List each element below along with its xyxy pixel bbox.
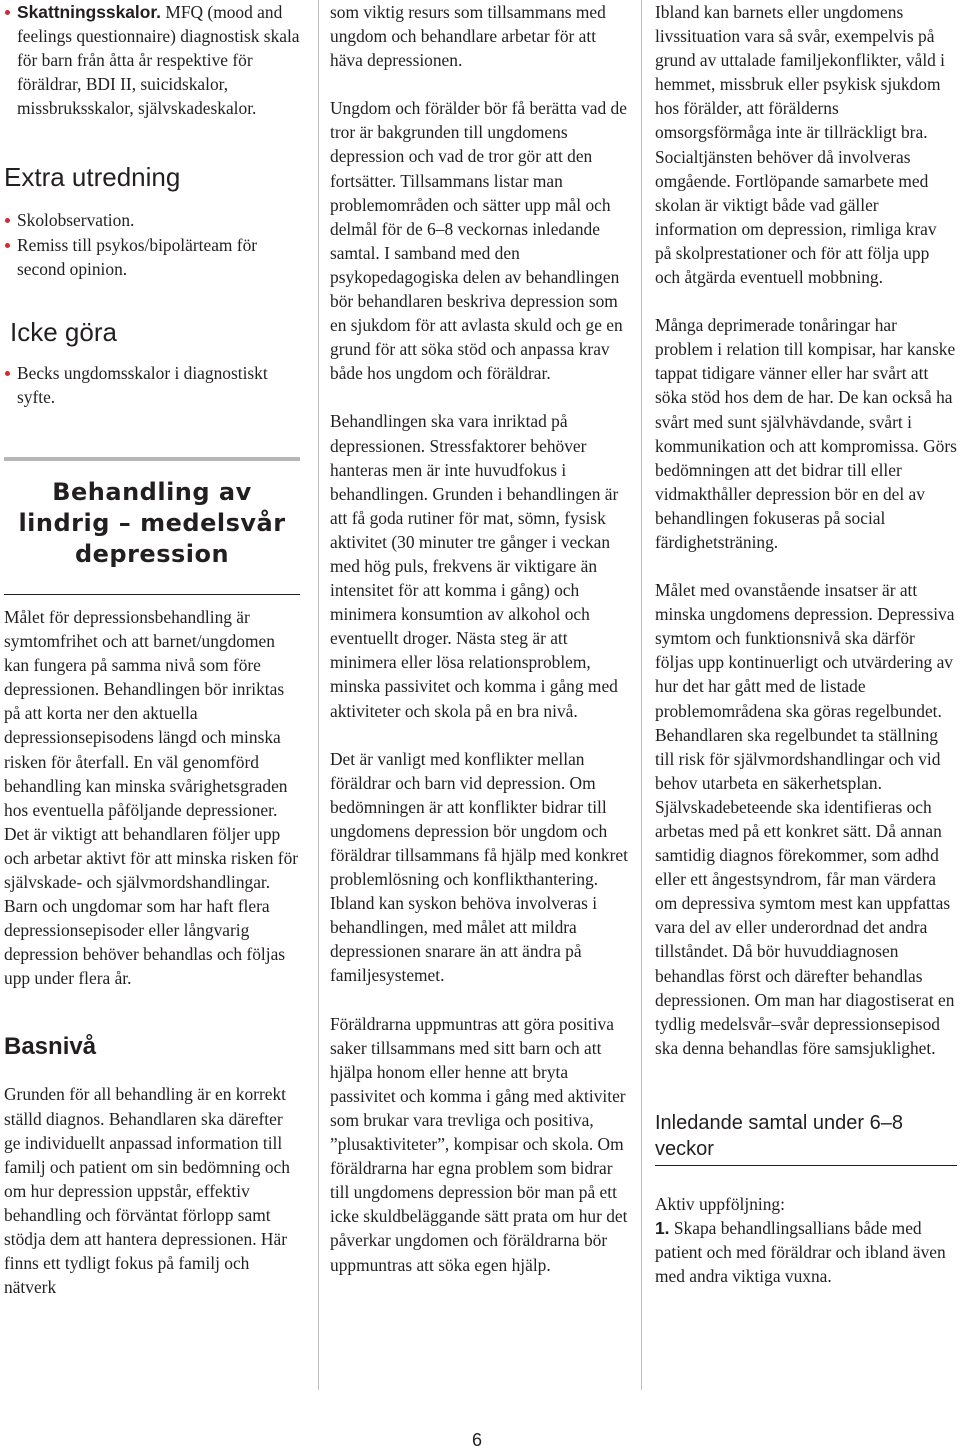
box-top-rule	[4, 457, 300, 461]
box-bottom-rule	[4, 594, 300, 595]
list-item-label: Skattningsskalor.	[17, 2, 162, 22]
column-3	[655, 0, 957, 1288]
section-heading-basniva: Basnivå	[4, 1033, 97, 1061]
column-divider	[318, 0, 319, 1390]
paragraph: Många deprimerade tonåringar har problem i relation till kompisar, har kanske tappat tidigare vänner eller har svårt att söka stöd hos dem de har. De kan också ha svårt med sunt självhävdande, svårt i kommunikation och att kompromissa. Görs bedömningen att det bidrar till eller vidmakthåller depression bör en del av behandlingen fokuseras på social färdighetsträning.	[655, 315, 957, 552]
box-heading: Behandling av lindrig – medelsvår depression	[18, 477, 286, 568]
column-divider	[641, 0, 642, 1390]
paragraph: Ibland kan barnets eller ungdomens livssituation vara så svår, exempelvis på grund av uttalade familjekonflikter, våld i hemmet, missbruk eller psykisk sjukdom hos förälder, att förälderns omsorgsförmåga inte är tillräckligt bra. Socialtjänsten behöver då involveras omgående. Fortlöpande samarbete med skolan är viktigt både vad gäller information om depression, rimliga krav på skolprestationer och för att följa upp och åtgärda eventuell mobbning.	[655, 2, 946, 288]
page-number: 6	[472, 1430, 483, 1450]
paragraph: som viktig resurs som tillsammans med ungdom och behandlare arbetar för att häva depressionen.	[330, 2, 606, 71]
paragraph: Det är vanligt med konflikter mellan föräldrar och barn vid depression. Om bedömningen är att konflikter bidrar till ungdomens depression bör ungdom och föräldrar tillsammans få hjälp med konkret problemlösning och konflikthantering. Ibland kan syskon behöva involveras i behandlingen, med målet att mildra depressionen snarare än att ändra på familjesystemet.	[330, 748, 628, 986]
list-item: Remiss till psykos/bipolärteam för second opinion.	[4, 233, 300, 281]
scale-list	[4, 0, 300, 120]
section-heading-icke: Icke göra	[10, 316, 117, 347]
section-heading-extra: Extra utredning	[4, 162, 181, 193]
list-item	[4, 0, 300, 120]
icke-list	[4, 361, 300, 409]
extra-list	[4, 208, 300, 280]
basniva-paragraph: Grunden för all behandling är en korrekt ställd diagnos. Behandlaren ska därefter ge individuellt anpassad information till familj och patient om sin bedömning och om hur depression uppstår, effektiv behandling och förväntat förlopp samt stödja dem att hantera depressionen. Här finns ett tydligt fokus på familj och nätverk	[4, 1084, 290, 1298]
list-item: Skolobservation.	[4, 208, 300, 232]
subsection-heading: Inledande samtal under 6–8 veckor	[655, 1110, 957, 1166]
aktiv-label: Aktiv uppföljning:	[655, 1193, 785, 1214]
item-text: Skapa behandlingsallians både med patient och med föräldrar och ibland även med andra viktiga vuxna.	[655, 1218, 946, 1287]
paragraph: Behandlingen ska vara inriktad på depressionen. Stressfaktorer behöver hanteras men är inte huvudfokus i behandlingen. Grunden i behandlingen är att få goda rutiner för mat, sömn, fysisk aktivitet (30 minuter tre gånger i veckan med hög puls, frekvens är viktigare än intensitet för att komma i gång) och minimera konsumtion av alkohol och eventuellt droger. Nästa steg är att minimera eller lösa relationsproblem, minska passivitet och komma i gång med aktiviteter och skola på en bra nivå.	[330, 411, 619, 721]
item-number: 1.	[655, 1218, 670, 1239]
box-paragraph: Målet för depressionsbehandling är symtomfrihet och att barnet/ungdomen kan fungera på samma nivå som före depressionen. Behandlingen bör inriktas på att korta ner den aktuella depressionsepisodens längd och minska risken för återfall. En väl genomförd behandling kan minska svårighetsgraden hos eventuella påföljande depressioner. Det är viktigt att behandlaren följer upp och arbetar aktivt för att minska risken för självskade- och självmordshandlingar. Barn och ungdomar som har haft flera depressionsepisoder eller långvarig depression behöver behandlas och följas upp under flera år.	[4, 606, 299, 989]
column-1	[4, 0, 300, 1299]
column-2	[330, 0, 630, 1277]
paragraph: Målet med ovanstående insatser är att minska ungdomens depression. Depressiva symtom och funktionsnivå ska därför följas upp kontinuerligt och utvärdering av hur det har gått med de listade problemområdena ska göras regelbundet. Behandlaren ska regelbundet ta ställning till risk för självmordshandlingar och vid behov utarbeta en säkerhetsplan. Självskadebeteende ska identifieras och arbetas med på ett konkret sätt. Då annan samtidig diagnos förekommer, som adhd eller ett ångestsyndrom, får man värdera om depressiva symtom mest kan uppfattas vara del av eller underordnad det andra tillståndet. Då bör huvuddiagnosen behandlas först och därefter behandlas depressionen. Om man har diagostiserat en tydlig medelsvår–svår depressionsepisod ska denna behandlas före samsjuklighet.	[655, 580, 955, 1058]
paragraph: Ungdom och förälder bör få berätta vad de tror är bakgrunden till ungdomens depression och vad de tror gör att den fortsätter. Tillsammans listar man problemområden och sätter upp mål och delmål för de 6–8 veckornas inledande samtal. I samband med den psykopedagogiska delen av behandlingen bör behandlaren beskriva depression som en sjukdom för att avlasta skuld och ge en grund för att söka stöd och anpassa krav både hos ungdom och föräldrar.	[330, 98, 627, 384]
paragraph: Föräldrarna uppmuntras att göra positiva saker tillsammans med sitt barn och att hjälpa honom eller henne att bryta passivitet och komma i gång med aktiviter som brukar vara trevliga och positiva, ”plusaktiviteter”, kompisar och skola. Om föräldrarna har egna problem som bidrar till ungdomens depression bör man på ett icke skuldbeläggande sätt prata om hur det påverkar ungdomen och föräldrarna bör uppmuntras att söka egen hjälp.	[330, 1013, 628, 1275]
numbered-item	[655, 1216, 957, 1288]
list-item-text: MFQ (mood and feelings questionnaire) diagnostisk skala för barn från åtta år respektive för föräldrar, BDI II, suicidskalor, missbruksskalor, självskadeskalor.	[17, 2, 300, 119]
list-item: Becks ungdomsskalor i diagnostiskt syfte.	[4, 361, 300, 409]
